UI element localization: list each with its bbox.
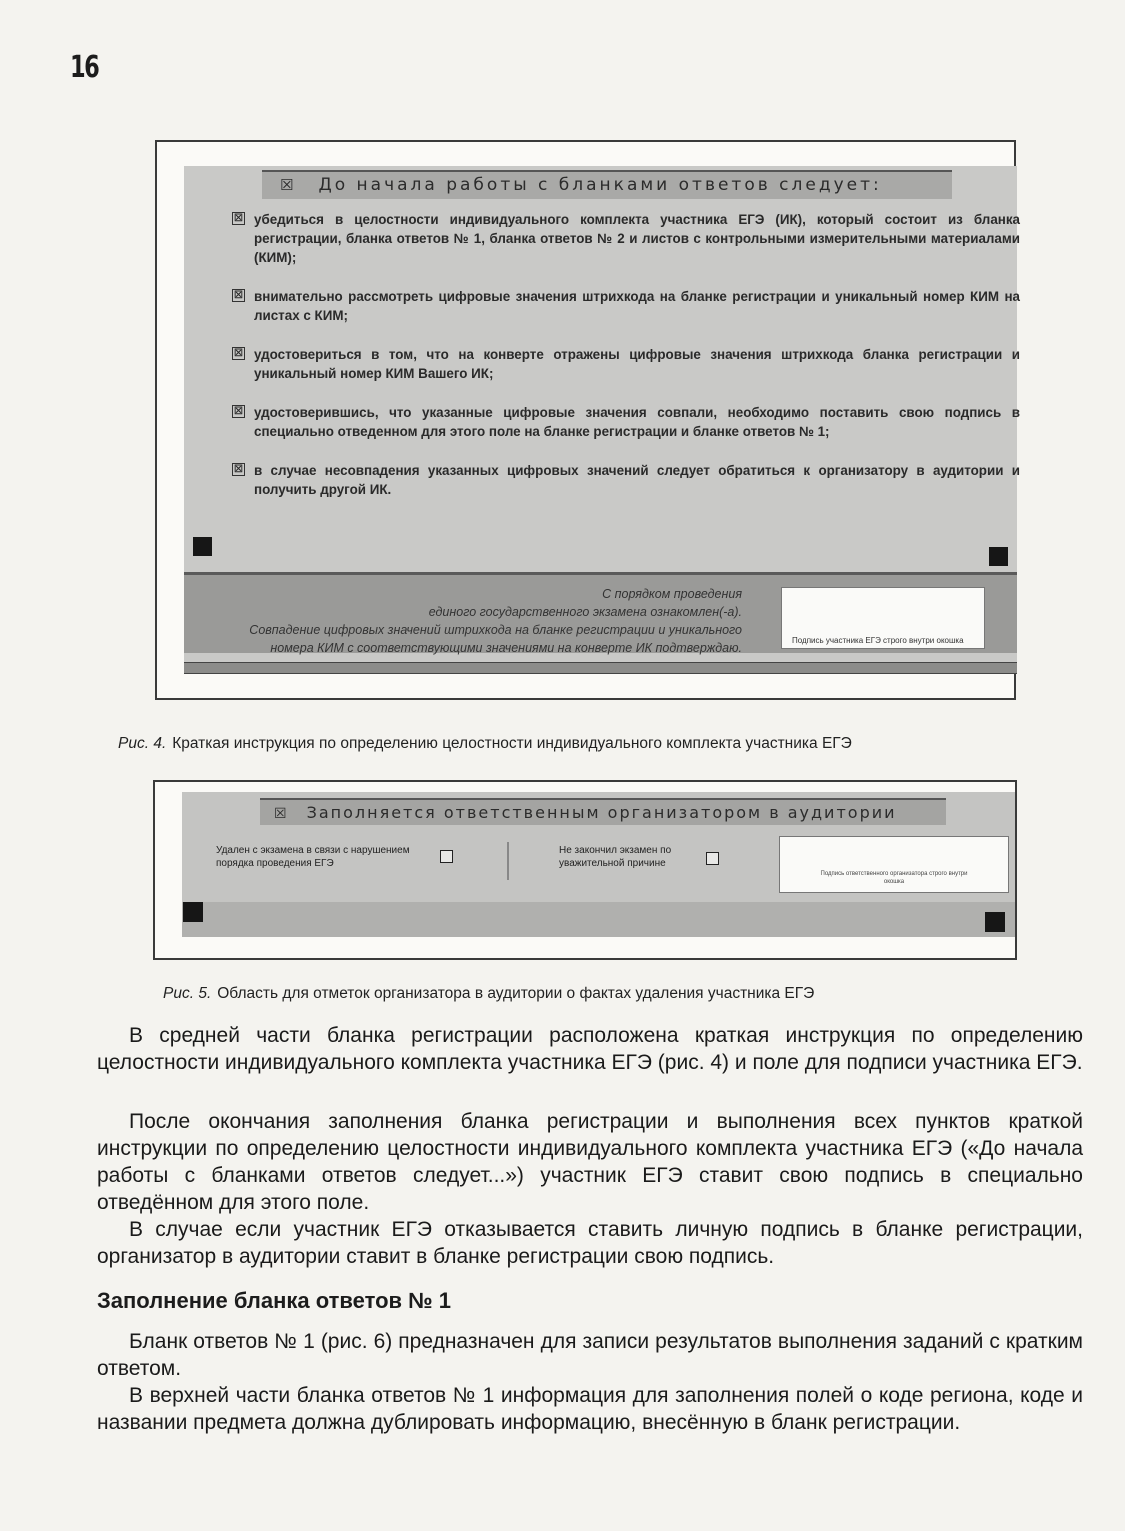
- not-finished-checkbox[interactable]: [706, 852, 719, 865]
- signature-statement: С порядком проведения единого государственного экзамена ознакомлен(-а). Совпадение цифровых значений штрихкода на бланке регистрации и уникального номера КИМ с соответствующими значениями на конверте ИК подтверждаю.: [249, 587, 742, 655]
- list-item: ☒ удостоверившись, что указанные цифровые значения совпали, необходимо поставить свою подпись в специально отведенном для этого поле на бланке регистрации и бланке ответов № 1;: [232, 403, 1020, 441]
- figure-4-caption: Рис. 4. Краткая инструкция по определению целостности индивидуального комплекта участника ЕГЭ: [118, 735, 852, 752]
- list-item: ☒ удостовериться в том, что на конверте отражены цифровые значения штрихкода бланка регистрации и уникальный номер КИМ Вашего ИК;: [232, 345, 1020, 383]
- organizer-bottom-strip: [182, 902, 1015, 937]
- organizer-panel: [182, 792, 1015, 937]
- checked-box-icon: ☒: [232, 405, 245, 418]
- alignment-marker-right: [989, 547, 1008, 566]
- organizer-banner-text: Заполняется ответственным организатором в аудитории: [306, 803, 897, 822]
- alignment-marker-left: [193, 537, 212, 556]
- alignment-marker-left: [183, 902, 203, 922]
- list-item: ☒ в случае несовпадения указанных цифровых значений следует обратиться к организатору в аудитории и получить другой ИК.: [232, 461, 1020, 499]
- checked-box-icon: ☒: [232, 212, 245, 225]
- divider: [507, 842, 509, 880]
- figure-5-caption: Рис. 5. Область для отметок организатора в аудитории о фактах удаления участника ЕГЭ: [163, 985, 815, 1002]
- divider: [184, 662, 1017, 674]
- alignment-marker-right: [985, 912, 1005, 932]
- paragraph: Бланк ответов № 1 (рис. 6) предназначен для записи результатов выполнения заданий с кратким ответом.: [97, 1330, 1083, 1380]
- paragraph: После окончания заполнения бланка регистрации и выполнения всех пунктов краткой инструкции по определению целостности индивидуального комплекта участника ЕГЭ («До начала работы с бланками ответов следует...») участник ЕГЭ ставит свою подпись в специально отведённом для этого поле.: [97, 1110, 1083, 1214]
- signature-box-label: Подпись ответственного организатора строго внутри окошка: [820, 871, 968, 885]
- not-finished-label: Не закончил экзамен по уважительной причине: [559, 845, 672, 869]
- organizer-signature-box[interactable]: [779, 836, 1009, 893]
- organizer-banner: [260, 798, 946, 825]
- checked-box-icon: ☒: [232, 347, 245, 360]
- figure-4: [155, 140, 1020, 700]
- instruction-banner: [262, 170, 952, 199]
- paragraph: В случае если участник ЕГЭ отказывается ставить личную подпись в бланке регистрации, организатор в аудитории ставит в бланке регистрации свою подпись.: [97, 1218, 1083, 1268]
- page-number: 16: [70, 50, 99, 85]
- checkbox-icon: ☒: [274, 806, 289, 822]
- list-item: ☒ внимательно рассмотреть цифровые значения штрихкода на бланке регистрации и уникальный номер КИМ на листах с КИМ;: [232, 287, 1020, 325]
- removed-checkbox[interactable]: [440, 850, 453, 863]
- paragraph: В верхней части бланка ответов № 1 информация для заполнения полей о коде региона, коде и названии предмета должна дублировать информацию, внесённую в бланк регистрации.: [97, 1384, 1083, 1434]
- instruction-banner-text: До начала работы с бланками ответов следует:: [318, 175, 882, 195]
- instruction-list: [232, 210, 1020, 519]
- signature-box-label: Подпись участника ЕГЭ строго внутри окошка: [792, 636, 964, 645]
- section-title: Заполнение бланка ответов № 1: [97, 1288, 452, 1313]
- paragraph: В средней части бланка регистрации расположена краткая инструкция по определению целостности индивидуального комплекта участника ЕГЭ (рис. 4) и поле для подписи участника ЕГЭ.: [97, 1024, 1083, 1074]
- figure-5: [153, 780, 1017, 960]
- checkbox-icon: ☒: [280, 176, 297, 194]
- checked-box-icon: ☒: [232, 463, 245, 476]
- removed-label: Удален с экзамена в связи с нарушением порядка проведения ЕГЭ: [216, 845, 410, 869]
- checked-box-icon: ☒: [232, 289, 245, 302]
- list-item: ☒ убедиться в целостности индивидуального комплекта участника ЕГЭ (ИК), который состоит из бланка регистрации, бланка ответов № 1, бланка ответов № 2 и листов с контрольными измерительными материалами (КИМ);: [232, 210, 1020, 267]
- participant-signature-box[interactable]: [781, 587, 985, 649]
- signature-strip: [184, 572, 1017, 653]
